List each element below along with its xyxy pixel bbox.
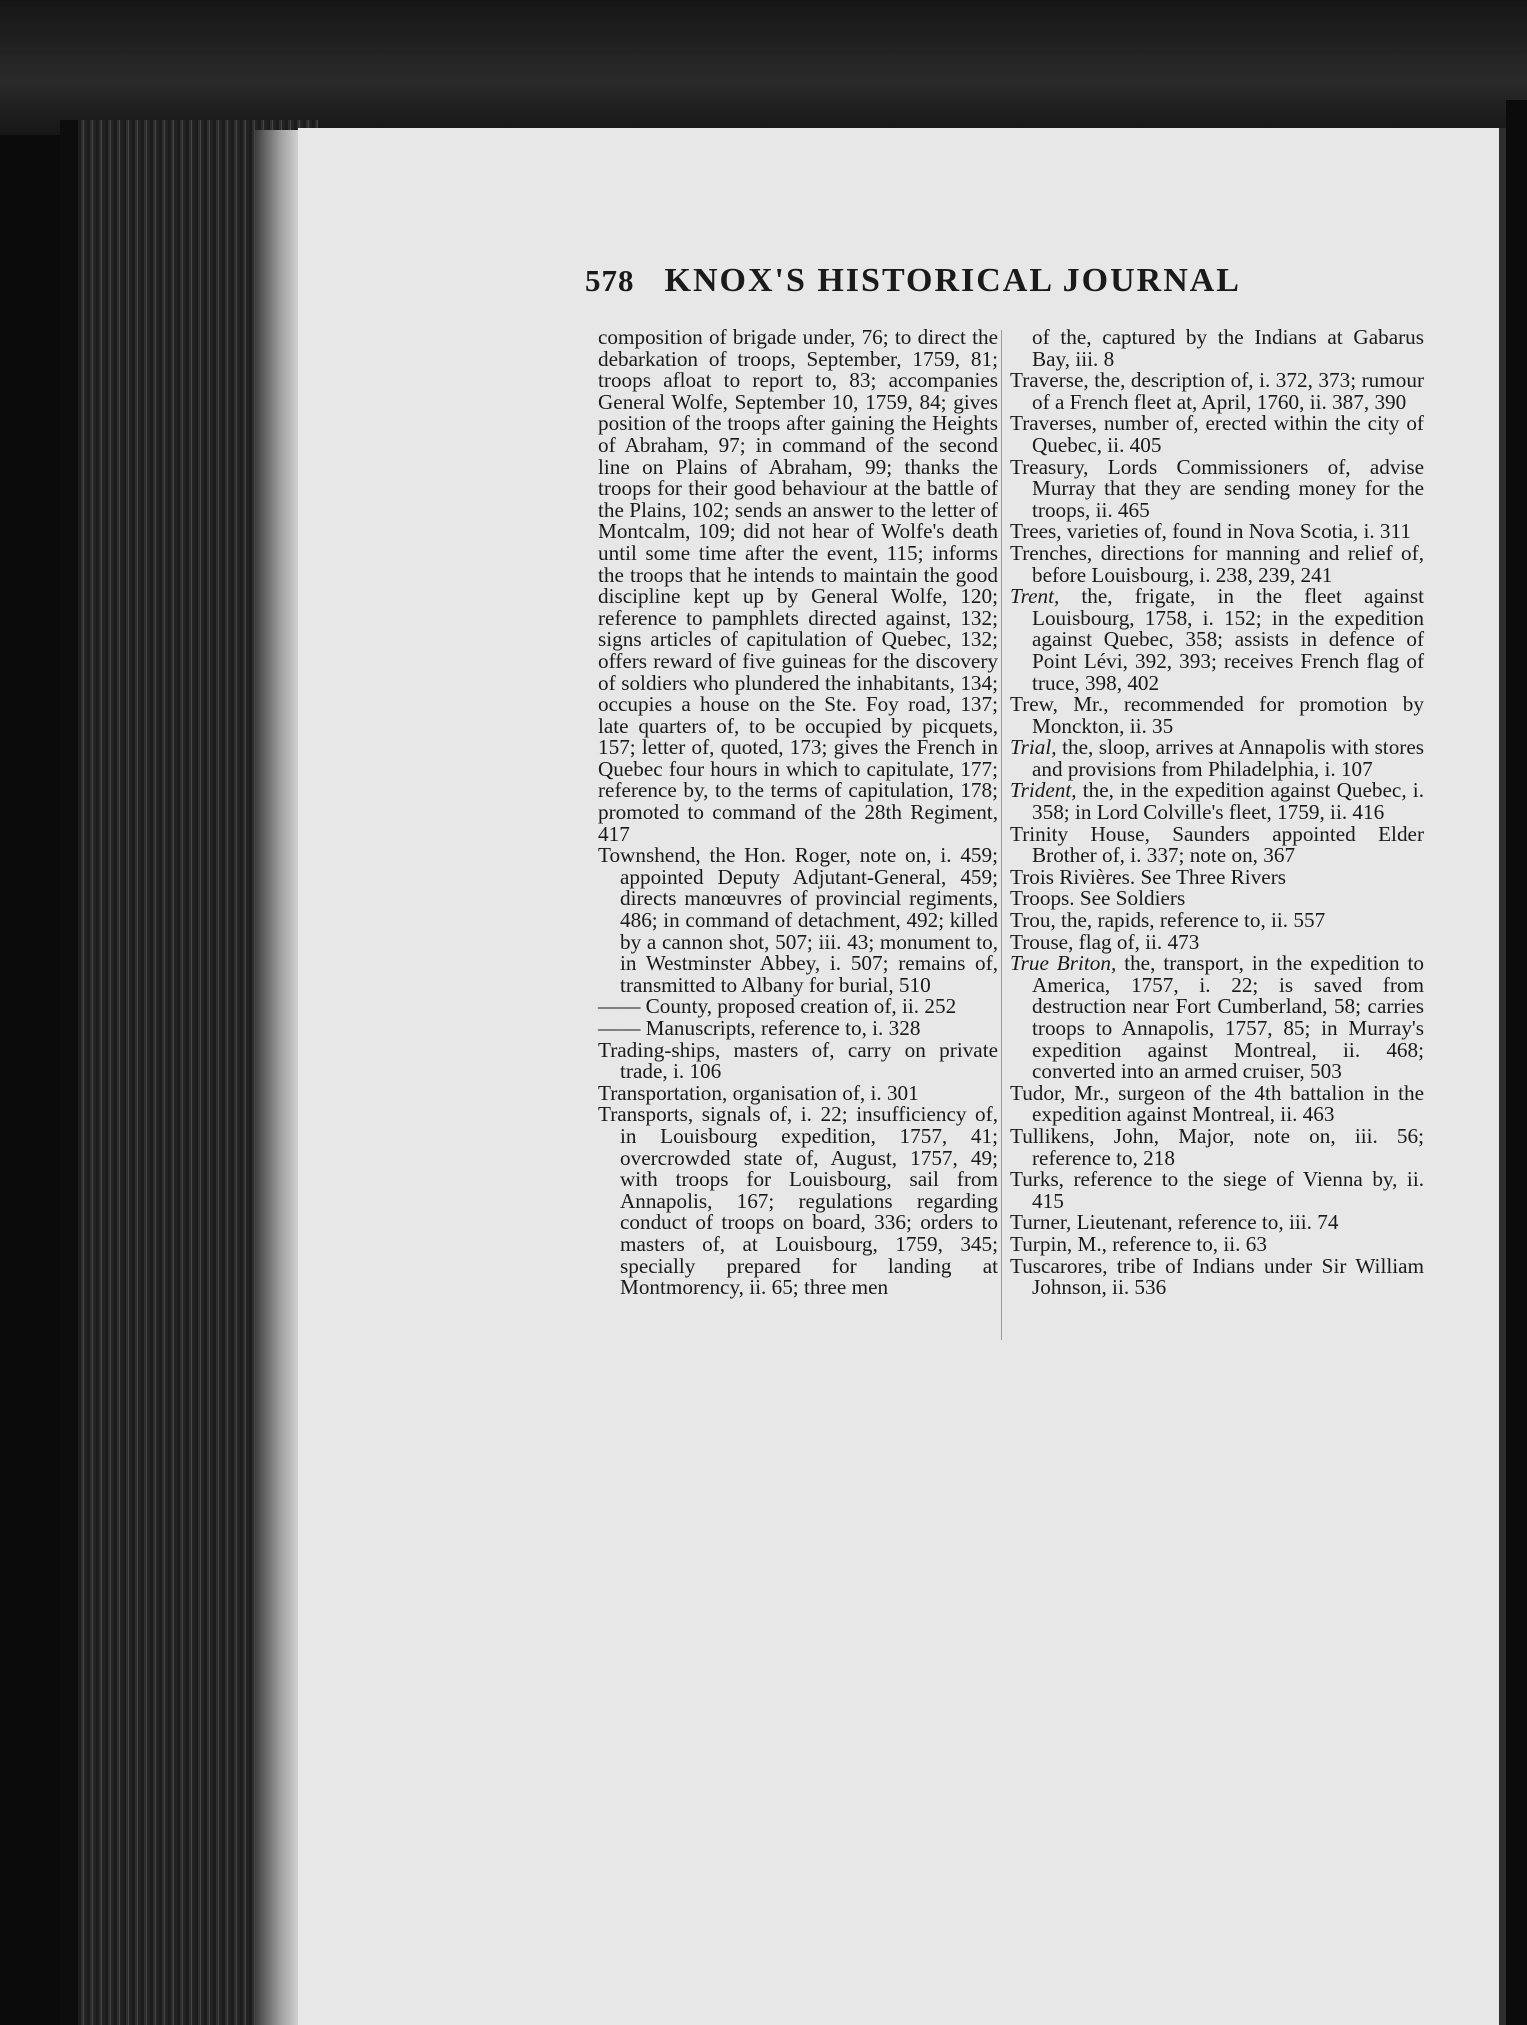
entry-text: Trees, varieties of, found in Nova Scotia, i. 311 (1010, 519, 1411, 544)
index-entry (1010, 1123, 1424, 1170)
page-header (585, 262, 1305, 314)
entry-text: Trois Rivières. See Three Rivers (1010, 864, 1286, 889)
entry-text: Traverses, number of, erected within the city of Quebec, ii. 405 (1010, 411, 1424, 457)
index-entry (598, 996, 998, 1018)
index-entry (598, 1080, 998, 1105)
entry-text: Trenches, directions for manning and relief of, before Louisbourg, i. 238, 239, 241 (1010, 540, 1424, 587)
entry-italic-head: Trial, (1010, 735, 1057, 760)
entry-text: Trou, the, rapids, reference to, ii. 557 (1010, 908, 1326, 933)
entry-text: Turpin, M., reference to, ii. 63 (1010, 1231, 1267, 1256)
entry-text: the, transport, in the expedition to America, 1757, i. 22; is saved from destruction near Fort Cumberland, 58; carries troops to Annapolis, 1757, 85; in Murray's expedition against Montreal, ii. 468; converted into an armed cruiser, 503 (1032, 951, 1424, 1084)
entry-text: Turner, Lieutenant, reference to, iii. 74 (1010, 1210, 1339, 1235)
column-divider (1001, 330, 1002, 1340)
index-entry (1010, 1231, 1424, 1256)
entry-text: —— Manuscripts, reference to, i. 328 (598, 1016, 921, 1040)
index-entry (598, 845, 998, 996)
entry-text: the, in the expedition against Quebec, i. 358; in Lord Colville's fleet, 1759, ii. 416 (1032, 778, 1424, 825)
running-head-title: KNOX'S HISTORICAL JOURNAL (664, 262, 1241, 299)
entry-text: —— County, proposed creation of, ii. 252 (598, 994, 957, 1019)
index-entry (1010, 888, 1424, 910)
index-entry (1010, 1212, 1424, 1234)
index-entry (1010, 953, 1424, 1083)
entry-text: Treasury, Lords Commissioners of, advise Murray that they are sending money for the troops, ii. 465 (1010, 454, 1424, 522)
entry-text: of the, captured by the Indians at Gabarus Bay, iii. 8 (1032, 325, 1424, 371)
index-entry (1010, 540, 1424, 587)
entry-text: composition of brigade under, 76; to direct the debarkation of troops, September, 1759, 81; troops afloat to report to, 83; accompanies General Wolfe, September 10, 1759, 84; gives position of the troops after gaining the Heights of Abraham, 97; in command of the second line on Plains of Abraham, 99; thanks the troops for their good behaviour at the battle of the Plains, 102; sends an answer to the letter of Montcalm, 109; did not hear of Wolfe's death until some time after the event, 115; informs the troops that he intends to maintain the good discipline kept up by General Wolfe, 120; reference to pamphlets directed against, 132; signs articles of capitulation of Quebec, 132; offers reward of five guineas for the discovery of soldiers who plundered the inhabitants, 134; occupies a house on the Ste. Foy road, 137; late quarters of, to be occupied by picquets, 157; letter of, quoted, 173; gives the French in Quebec four hours in which to capitulate, 177; reference by, to the terms of capitulation, 178; promoted to command of the 28th Regiment, 417 (598, 325, 998, 846)
entry-text: the, sloop, arrives at Annapolis with stores and provisions from Philadelphia, i. 107 (1032, 735, 1424, 781)
index-entry (1010, 694, 1424, 737)
index-entry (1010, 413, 1424, 456)
entry-text: Transportation, organisation of, i. 301 (598, 1080, 919, 1105)
entry-text: Turks, reference to the siege of Vienna by, ii. 415 (1010, 1167, 1424, 1213)
entry-text: Transports, signals of, i. 22; insufficiency of, in Louisbourg expedition, 1757, 41; overcrowded state of, August, 1757, 49; with troops for Louisbourg, sail from Annapolis, 167; regulations regarding conduct of troops on board, 336; orders to masters of, at Louisbourg, 1759, 345; specially prepared for landing at Montmorency, ii. 65; three men (598, 1102, 998, 1300)
index-entry (1010, 370, 1424, 413)
entry-italic-head: Trident, (1010, 778, 1077, 803)
index-entry (1010, 864, 1424, 889)
right-dark-edge (1506, 100, 1527, 2025)
entry-text: Trading-ships, masters of, carry on private trade, i. 106 (598, 1037, 998, 1084)
index-entry (1010, 586, 1424, 694)
index-entry (1010, 780, 1424, 823)
index-column-left (598, 327, 998, 1299)
entry-text: Trinity House, Saunders appointed Elder Brother of, i. 337; note on, 367 (1010, 821, 1424, 868)
entry-text: Troops. See Soldiers (1010, 886, 1186, 911)
index-entry (1010, 327, 1424, 370)
index-entry (1010, 1080, 1424, 1127)
index-entry (1010, 521, 1424, 543)
index-entry (598, 1018, 998, 1040)
index-column-right (1010, 327, 1424, 1299)
book-gutter-shadow (255, 130, 300, 2025)
index-entry (1010, 454, 1424, 522)
index-entry (1010, 737, 1424, 780)
entry-text: Townshend, the Hon. Roger, note on, i. 459; appointed Deputy Adjutant-General, 459; directs manœuvres of provincial regiments, 486; in command of detachment, 492; killed by a cannon shot, 507; iii. 43; monument to, in Westminster Abbey, i. 507; remains of, transmitted to Albany for burial, 510 (598, 843, 998, 997)
entry-text: Tudor, Mr., surgeon of the 4th battalion in the expedition against Montreal, ii. 463 (1010, 1080, 1424, 1127)
index-entry (1010, 821, 1424, 868)
index-entry (598, 1037, 998, 1084)
entry-italic-head: True Briton, (1010, 951, 1117, 976)
index-entry (598, 327, 998, 845)
index-entry (598, 1104, 998, 1298)
entry-text: Trouse, flag of, ii. 473 (1010, 929, 1200, 954)
index-entry (1010, 910, 1424, 932)
entry-text: Tuscarores, tribe of Indians under Sir William Johnson, ii. 536 (1010, 1253, 1424, 1300)
entry-text: Traverse, the, description of, i. 372, 373; rumour of a French fleet at, April, 1760, ii. 387, 390 (1010, 368, 1424, 414)
top-shadow (0, 0, 1527, 135)
index-entry (1010, 1253, 1424, 1300)
entry-text: Tullikens, John, Major, note on, iii. 56; reference to, 218 (1010, 1123, 1424, 1170)
index-entry (1010, 929, 1424, 954)
entry-text: the, frigate, in the fleet against Louisbourg, 1758, i. 152; in the expedition against Quebec, 358; assists in defence of Point Lévi, 392, 393; receives French flag of truce, 398, 402 (1032, 584, 1424, 695)
index-entry (1010, 1169, 1424, 1212)
entry-text: Trew, Mr., recommended for promotion by Monckton, ii. 35 (1010, 692, 1424, 738)
page-right-border (1499, 128, 1506, 2025)
page-number: 578 (585, 263, 635, 298)
entry-italic-head: Trent, (1010, 584, 1060, 609)
